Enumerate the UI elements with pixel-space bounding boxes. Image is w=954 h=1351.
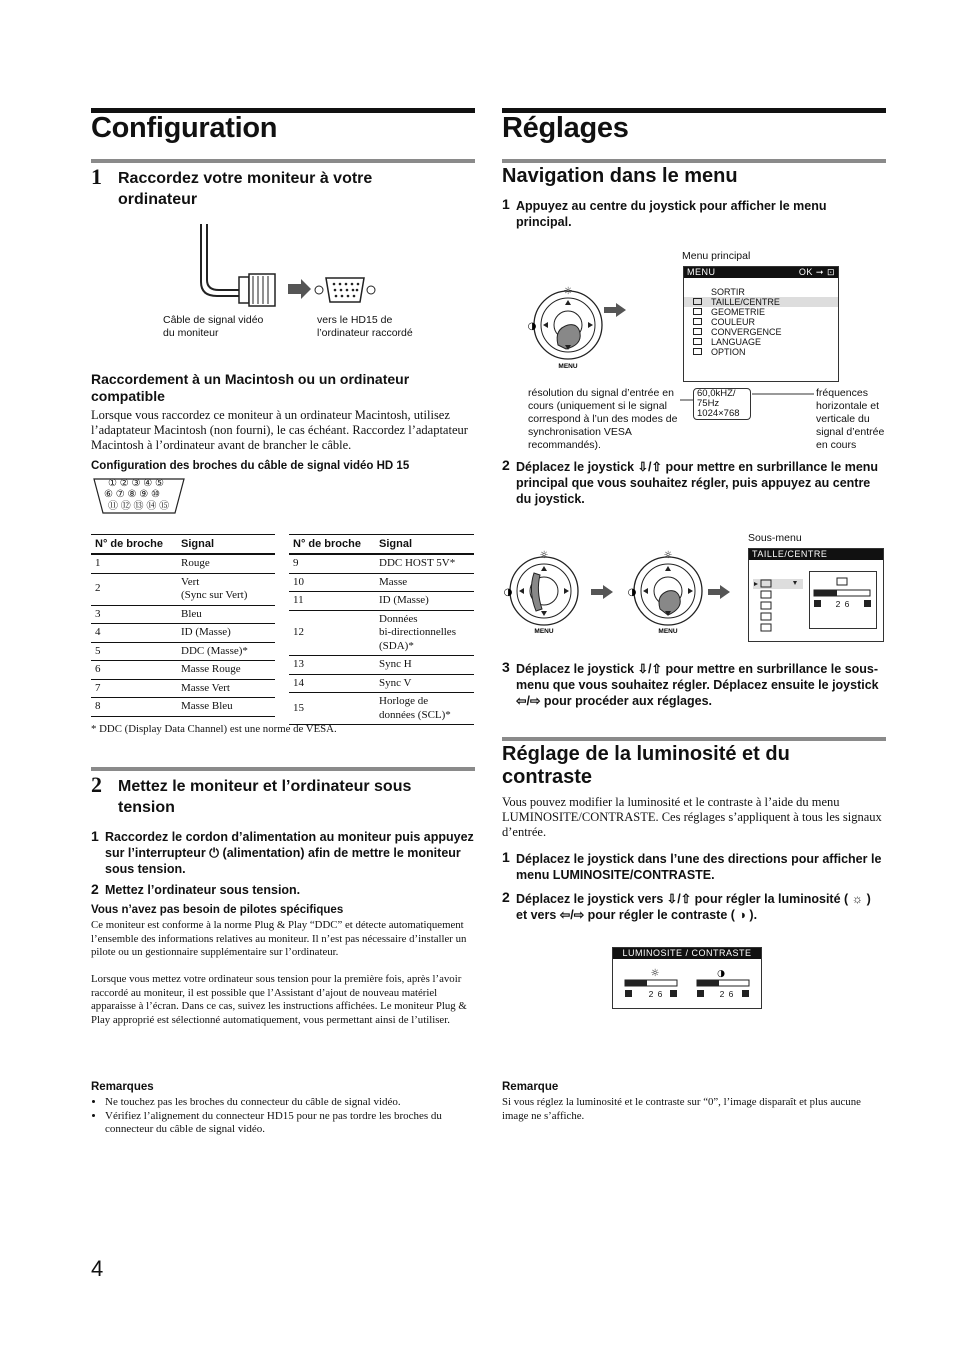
brightness-value: 2 6 — [648, 989, 664, 999]
menu-item-label: GEOMETRIE — [711, 307, 766, 317]
table-row — [289, 554, 474, 573]
substep-number: 1 — [91, 828, 99, 844]
substep-select-main-menu: Déplacez le joystick ⇩/⇧ pour mettre en surbrillance le menu principal que vous souhaitez régler, puis appuyez au centre du joystick. — [516, 460, 879, 506]
menu-navigation-heading: Navigation dans le menu — [502, 165, 738, 187]
signal-cell: DDC (Masse)* — [177, 642, 275, 661]
substep-number: 2 — [502, 457, 510, 473]
menu-item-label: OPTION — [711, 347, 746, 357]
menu-item-list — [684, 287, 838, 357]
svg-text:◑: ◑ — [627, 587, 637, 598]
menu-item-label: LANGUAGE — [711, 337, 762, 347]
signal-cell: Vert (Sync sur Vert) — [177, 573, 275, 605]
pin-number-cell: 8 — [91, 698, 177, 717]
menu-item-icon — [693, 318, 702, 325]
svg-text:☼: ☼ — [663, 550, 673, 561]
table-row — [91, 605, 275, 624]
column-header-signal: Signal — [375, 535, 474, 555]
menu-ok-label: OK ➞ ⊡ — [798, 267, 835, 277]
column-header-pin: N° de broche — [91, 535, 177, 555]
column-header-signal: Signal — [177, 535, 275, 555]
svg-text:MENU: MENU — [534, 628, 554, 635]
pin-number-cell: 7 — [91, 679, 177, 698]
step2-title: Mettez le moniteur et l’ordinateur sous tension — [118, 778, 412, 816]
signal-cell: Masse Bleu — [177, 698, 275, 717]
pin-config-heading: Configuration des broches du câble de signal vidéo HD 15 — [91, 460, 410, 472]
signal-cell: Horloge de données (SCL)* — [375, 693, 474, 725]
menu-item-icon — [693, 338, 702, 345]
main-menu-caption: Menu principal — [682, 250, 751, 262]
substep-number: 2 — [502, 889, 510, 905]
main-menu-screen — [683, 266, 839, 382]
signal-cell: Masse — [375, 573, 474, 592]
menu-item-icon — [693, 328, 702, 335]
svg-text:MENU: MENU — [658, 628, 678, 635]
menu-item-label: COULEUR — [711, 317, 756, 327]
section-title-configuration: Configuration — [91, 112, 278, 144]
signal-cell: Masse Rouge — [177, 661, 275, 680]
menu-item — [684, 297, 838, 307]
table-row — [91, 679, 275, 698]
divider — [91, 159, 475, 163]
caption-video-cable: Câble de signal vidéo du moniteur — [163, 314, 264, 339]
pin-number-cell: 13 — [289, 656, 375, 675]
pin-row-3: ⑪ ⑫ ⑬ ⑭ ⑮ — [108, 501, 170, 512]
drivers-text-2: Lorsque vous mettez votre ordinateur sous tension pour la première fois, après l’avoir raccordé au moniteur, il est possible que l’Assistant d’ajout de nouveau matériel apparaisse à l’écran. Dans ce cas, suivez les instructions affichées. Le moniteur Plug & Play approprié est sélectionné automatiquement, vous permettant ainsi de l’utiliser. — [91, 973, 467, 1026]
menu-item — [684, 327, 838, 337]
menu-item-label: CONVERGENCE — [711, 327, 782, 337]
pin-number-cell: 1 — [91, 554, 177, 573]
table-row — [91, 554, 275, 573]
menu-item-icon — [693, 348, 702, 355]
signal-cell: Sync H — [375, 656, 474, 675]
pin-row-1: ① ② ③ ④ ⑤ — [108, 478, 164, 489]
signal-cell: Données bi-directionnelles (SDA)* — [375, 610, 474, 656]
menu-item — [684, 307, 838, 317]
menu-item-icon — [693, 298, 702, 305]
divider — [91, 767, 475, 771]
svg-text:☼: ☼ — [539, 550, 549, 561]
svg-text:◑: ◑ — [717, 969, 725, 979]
signal-cell: ID (Masse) — [177, 624, 275, 643]
menu-item-icon — [693, 308, 702, 315]
table-row — [289, 656, 474, 675]
cable-connection-illustration — [195, 224, 395, 308]
leader-lines — [680, 392, 816, 404]
arrow-right-icon — [708, 585, 730, 599]
signal-cell: Bleu — [177, 605, 275, 624]
pin-number-cell: 4 — [91, 624, 177, 643]
signal-cell: Rouge — [177, 554, 275, 573]
menu-item-label: SORTIR — [711, 287, 745, 297]
svg-text:◑: ◑ — [503, 587, 513, 598]
pin-number-cell: 15 — [289, 693, 375, 725]
substep-adjust-brightness-contrast: Déplacez le joystick vers ⇩/⇧ pour régler la luminosité ( ☼ ) et vers ⇦/⇨ pour régler le contraste ( ◑ ). — [516, 892, 871, 922]
table-row — [91, 661, 275, 680]
resolution-caption: résolution du signal d’entrée en cours (uniquement si le signal correspond à l’un des modes de synchronisation VESA recommandés). — [528, 387, 678, 451]
brightness-contrast-screen — [612, 947, 762, 1009]
menu-item — [684, 287, 838, 297]
frequency-caption: fréquences horizontale et verticale du signal d’entrée en cours — [816, 387, 885, 451]
table-row — [289, 610, 474, 656]
step-number: 1 — [91, 164, 102, 189]
submenu-screen — [748, 548, 884, 642]
remark-text: Si vous réglez la luminosité et le contraste sur “0”, l’image disparaît et plus aucune image ne s’affiche. — [502, 1096, 861, 1122]
pin-number-cell: 5 — [91, 642, 177, 661]
substep-power-on: Raccordez le cordon d’alimentation au moniteur puis appuyez sur l’interrupteur ⏻ (alimentation) afin de mettre le moniteur sous tension. — [105, 830, 474, 876]
joystick-menu-label: MENU — [558, 363, 578, 370]
submenu-icon-list — [753, 571, 797, 637]
joystick-press-illustration — [526, 283, 606, 371]
submenu-title-bar: TAILLE/CENTRE — [749, 549, 883, 560]
page-number: 4 — [91, 1256, 104, 1281]
table-row — [91, 624, 275, 643]
svg-text:◑: ◑ — [527, 321, 537, 332]
pin-number-cell: 6 — [91, 661, 177, 680]
menu-item — [684, 347, 838, 357]
menu-item-label: TAILLE/CENTRE — [711, 297, 780, 307]
joystick-press-illustration — [626, 547, 706, 635]
caption-hd15: vers le HD15 de l’ordinateur raccordé — [317, 314, 413, 339]
menu-item — [684, 337, 838, 347]
pin-number-cell: 11 — [289, 592, 375, 611]
joystick-up-down-illustration — [502, 547, 582, 635]
menu-item — [684, 317, 838, 327]
menu-title-bar — [684, 267, 838, 278]
substep-computer-on: Mettez l’ordinateur sous tension. — [105, 883, 301, 897]
section-title-reglages: Réglages — [502, 112, 629, 144]
pin-number-cell: 10 — [289, 573, 375, 592]
mac-connection-text: Lorsque vous raccordez ce moniteur à un ordinateur Macintosh, utilisez l’adaptateur Macintosh (non fourni), le cas échéant. Raccordez l’adaptateur Macintosh à l’ordinateur avant de brancher le câble. — [91, 408, 468, 452]
contrast-value: 2 6 — [719, 989, 735, 999]
table-row — [289, 573, 474, 592]
pin-number-cell: 3 — [91, 605, 177, 624]
remarks-list — [91, 1096, 489, 1137]
resolution-readout: 1024×768 — [697, 408, 740, 419]
substep-select-submenu: Déplacez le joystick ⇩/⇧ pour mettre en surbrillance le sous-menu que vous souhaitez régler. Déplacez ensuite le joystick ⇦/⇨ pour procéder aux réglages. — [516, 662, 879, 708]
signal-cell: ID (Masse) — [375, 592, 474, 611]
step1-title: Raccordez votre moniteur à votre ordinateur — [118, 170, 373, 208]
signal-cell: Masse Vert — [177, 679, 275, 698]
pin-table-2 — [289, 534, 474, 725]
brightness-contrast-heading: Réglage de la luminosité et du contraste — [502, 743, 790, 788]
remarks-heading: Remarques — [91, 1081, 154, 1093]
substep-open-brightness-menu: Déplacez le joystick dans l’une des directions pour afficher le menu LUMINOSITE/CONTRASTE. — [516, 852, 882, 882]
divider — [502, 737, 886, 741]
pin-table-1 — [91, 534, 275, 717]
drivers-text-1: Ce moniteur est conforme à la norme Plug & Play “DDC” et détecte automatiquement l’ensemble des informations relatives au moniteur. Il n’est pas nécessaire d’installer un pilote ou un gestionnaire supplémentaire sur l’ordinateur. — [91, 919, 467, 958]
frequency-readout: 60,0kHZ/ 75Hz — [697, 388, 736, 409]
table-row — [91, 642, 275, 661]
arrow-right-icon — [591, 585, 613, 599]
substep-number: 3 — [502, 659, 510, 675]
list-item: • Vérifiez l’alignement du connecteur HD15 pour ne pas tordre les broches du connecteur du câble de signal vidéo. — [105, 1110, 489, 1137]
svg-text:☼: ☼ — [650, 968, 660, 979]
brightness-contrast-intro: Vous pouvez modifier la luminosité et le contraste à l’aide du menu LUMINOSITE/CONTRASTE. Ces réglages s’appliquent à tous les signaux d’entrée. — [502, 795, 882, 839]
substep-number: 1 — [502, 196, 510, 212]
pin-number-cell: 12 — [289, 610, 375, 656]
submenu-caption: Sous-menu — [748, 532, 802, 544]
menu-bar-label: MENU — [687, 267, 716, 277]
table-row — [289, 674, 474, 693]
remark-heading: Remarque — [502, 1081, 559, 1093]
pin-number-cell: 14 — [289, 674, 375, 693]
table-row — [91, 573, 275, 605]
arrow-right-icon — [604, 303, 626, 317]
column-header-pin: N° de broche — [289, 535, 375, 555]
pin-number-cell: 9 — [289, 554, 375, 573]
table-row — [289, 693, 474, 725]
submenu-adjust-panel — [809, 571, 877, 629]
mac-connection-heading: Raccordement à un Macintosh ou un ordinateur compatible — [91, 371, 410, 404]
substep-open-menu: Appuyez au centre du joystick pour afficher le menu principal. — [516, 199, 827, 229]
ddc-footnote: * DDC (Display Data Channel) est une norme de VESA. — [91, 723, 337, 735]
pin-row-2: ⑥ ⑦ ⑧ ⑨ ⑩ — [104, 489, 160, 500]
svg-text:☼: ☼ — [563, 286, 573, 297]
signal-cell: Sync V — [375, 674, 474, 693]
list-item: • Ne touchez pas les broches du connecteur du câble de signal vidéo. — [105, 1096, 489, 1110]
substep-number: 1 — [502, 849, 510, 865]
drivers-heading: Vous n’avez pas besoin de pilotes spécifiques — [91, 904, 344, 916]
divider — [502, 159, 886, 163]
pin-number-cell: 2 — [91, 573, 177, 605]
signal-cell: DDC HOST 5V* — [375, 554, 474, 573]
table-row — [289, 592, 474, 611]
step-number: 2 — [91, 772, 102, 797]
submenu-value: 2 6 — [835, 599, 851, 609]
substep-number: 2 — [91, 881, 99, 897]
table-row — [91, 698, 275, 717]
brightness-contrast-title-bar: LUMINOSITE / CONTRASTE — [613, 948, 761, 959]
